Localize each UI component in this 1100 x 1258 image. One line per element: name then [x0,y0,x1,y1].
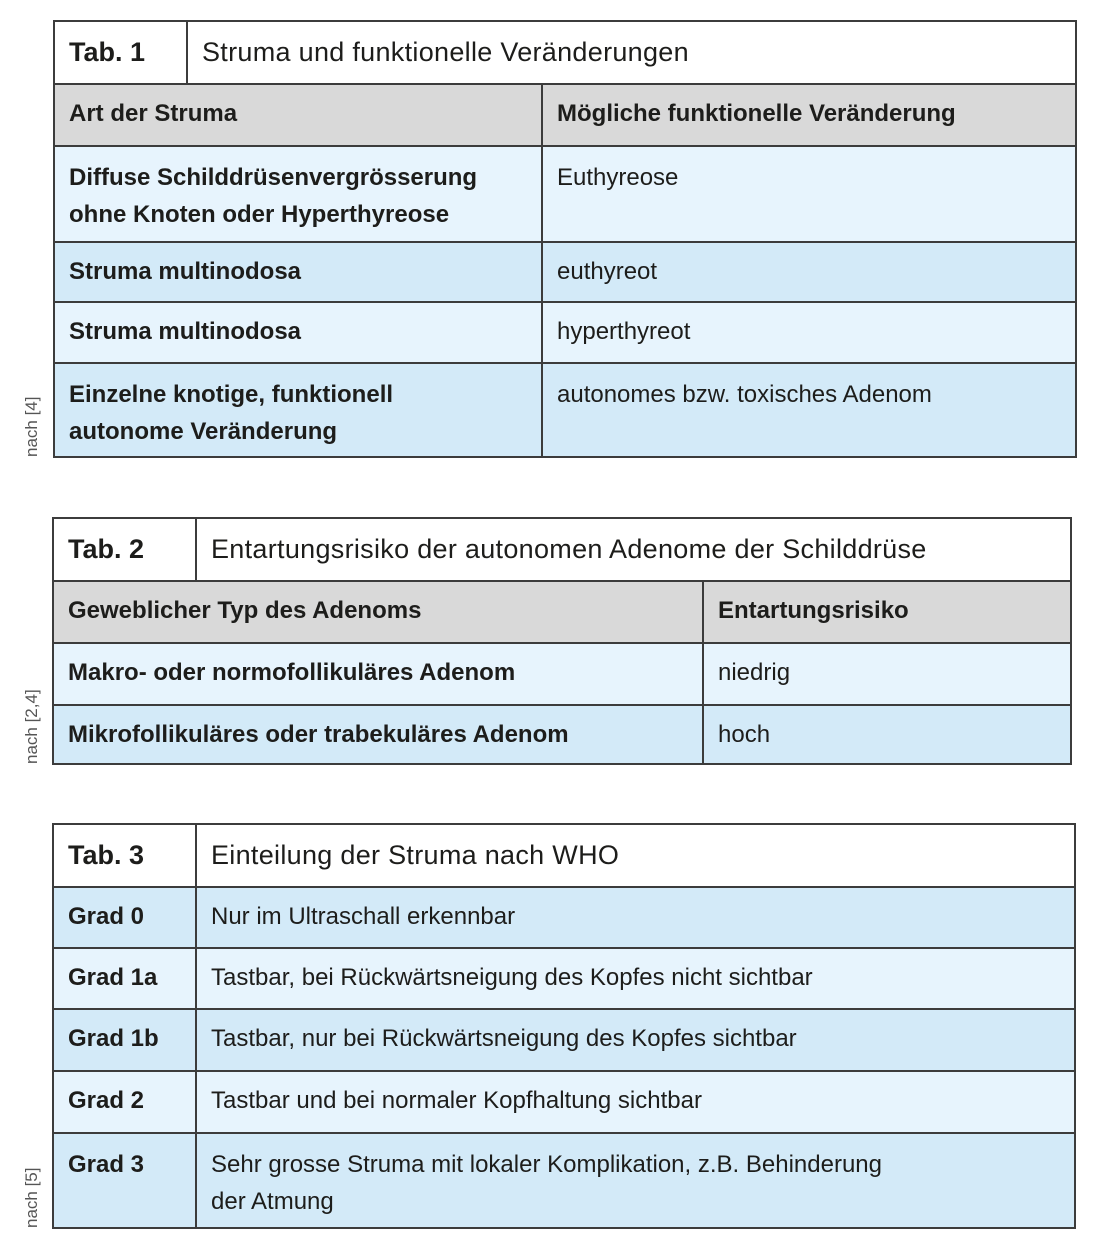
table-row [55,145,1075,241]
table-3-label: Tab. 3 [68,840,145,870]
table-2-header-col1: Geweblicher Typ des Adenoms [68,597,422,624]
table-row [54,704,1070,763]
table-3-title: Einteilung der Struma nach WHO [195,825,1074,886]
table-1-row-4-type-line2: autonome Veränderung [69,418,338,445]
table-3-row-4-desc: Tastbar und bei normaler Kopfhaltung sichtbar [195,1072,1074,1132]
table-3-row-5-grade: Grad 3 [68,1151,145,1178]
table-3-row-4-grade: Grad 2 [68,1087,145,1114]
table-2-header-col2: Entartungsrisiko [702,582,1070,642]
table-1-row-4-type [55,364,541,456]
table-1-row-2-type: Struma multinodosa [69,258,302,285]
table-1 [53,20,1077,458]
table-1-source-note: nach [4] [22,396,41,457]
table-1-row-1-type-line1: Diffuse Schilddrüsenvergrösserung [69,164,478,191]
table-2-source-note: nach [2,4] [22,689,41,764]
table-3-row-5-desc-line1: Sehr grosse Struma mit lokaler Komplikation, z.B. Behinderung [211,1151,882,1178]
table-3-row-3-grade: Grad 1b [68,1025,159,1052]
table-row [54,886,1074,947]
table-1-header-col2: Mögliche funktionelle Veränderung [541,85,1075,145]
table-row [54,1008,1074,1070]
table-1-row-1-type-line2: ohne Knoten oder Hyperthyreose [69,201,450,228]
table-2-row-2-type: Mikrofollikuläres oder trabekuläres Adenom [68,721,569,748]
table-1-row-1-change: Euthyreose [541,147,1075,241]
table-row [54,1070,1074,1132]
table-1-label: Tab. 1 [69,37,146,67]
table-1-row-4-change: autonomes bzw. toxisches Adenom [541,364,1075,456]
table-2-title: Entartungsrisiko der autonomen Adenome der Schilddrüse [195,519,1070,580]
table-row [55,301,1075,362]
table-1-row-3-change: hyperthyreot [541,303,1075,362]
table-3-row-3-desc: Tastbar, nur bei Rückwärtsneigung des Kopfes sichtbar [195,1010,1074,1070]
table-2-row-1-risk: niedrig [702,644,1070,704]
table-3 [52,823,1076,1229]
table-1-header-col1: Art der Struma [69,100,238,127]
table-2-row-2-risk: hoch [702,706,1070,763]
table-row [54,1132,1074,1227]
table-1-caption-row [55,22,1075,83]
table-2-caption-row [54,519,1070,580]
table-3-row-2-desc: Tastbar, bei Rückwärtsneigung des Kopfes nicht sichtbar [195,949,1074,1008]
table-row [55,241,1075,301]
table-1-row-3-type: Struma multinodosa [69,318,302,345]
table-2 [52,517,1072,765]
table-2-label: Tab. 2 [68,534,145,564]
table-1-header-row [55,83,1075,145]
table-1-row-1-type [55,147,541,241]
table-row [55,362,1075,456]
table-3-row-5-desc [195,1134,1074,1227]
table-3-row-5-desc-line2: der Atmung [211,1188,334,1215]
table-3-caption-row [54,825,1074,886]
table-1-row-2-change: euthyreot [541,243,1075,301]
table-2-header-row [54,580,1070,642]
table-1-title: Struma und funktionelle Veränderungen [186,22,1075,83]
table-3-row-2-grade: Grad 1a [68,964,158,991]
table-row [54,947,1074,1008]
table-2-row-1-type: Makro- oder normofollikuläres Adenom [68,659,516,686]
table-3-row-1-grade: Grad 0 [68,903,145,930]
table-3-row-1-desc: Nur im Ultraschall erkennbar [195,888,1074,947]
table-3-source-note: nach [5] [22,1167,41,1228]
table-row [54,642,1070,704]
table-1-row-4-type-line1: Einzelne knotige, funktionell [69,381,394,408]
